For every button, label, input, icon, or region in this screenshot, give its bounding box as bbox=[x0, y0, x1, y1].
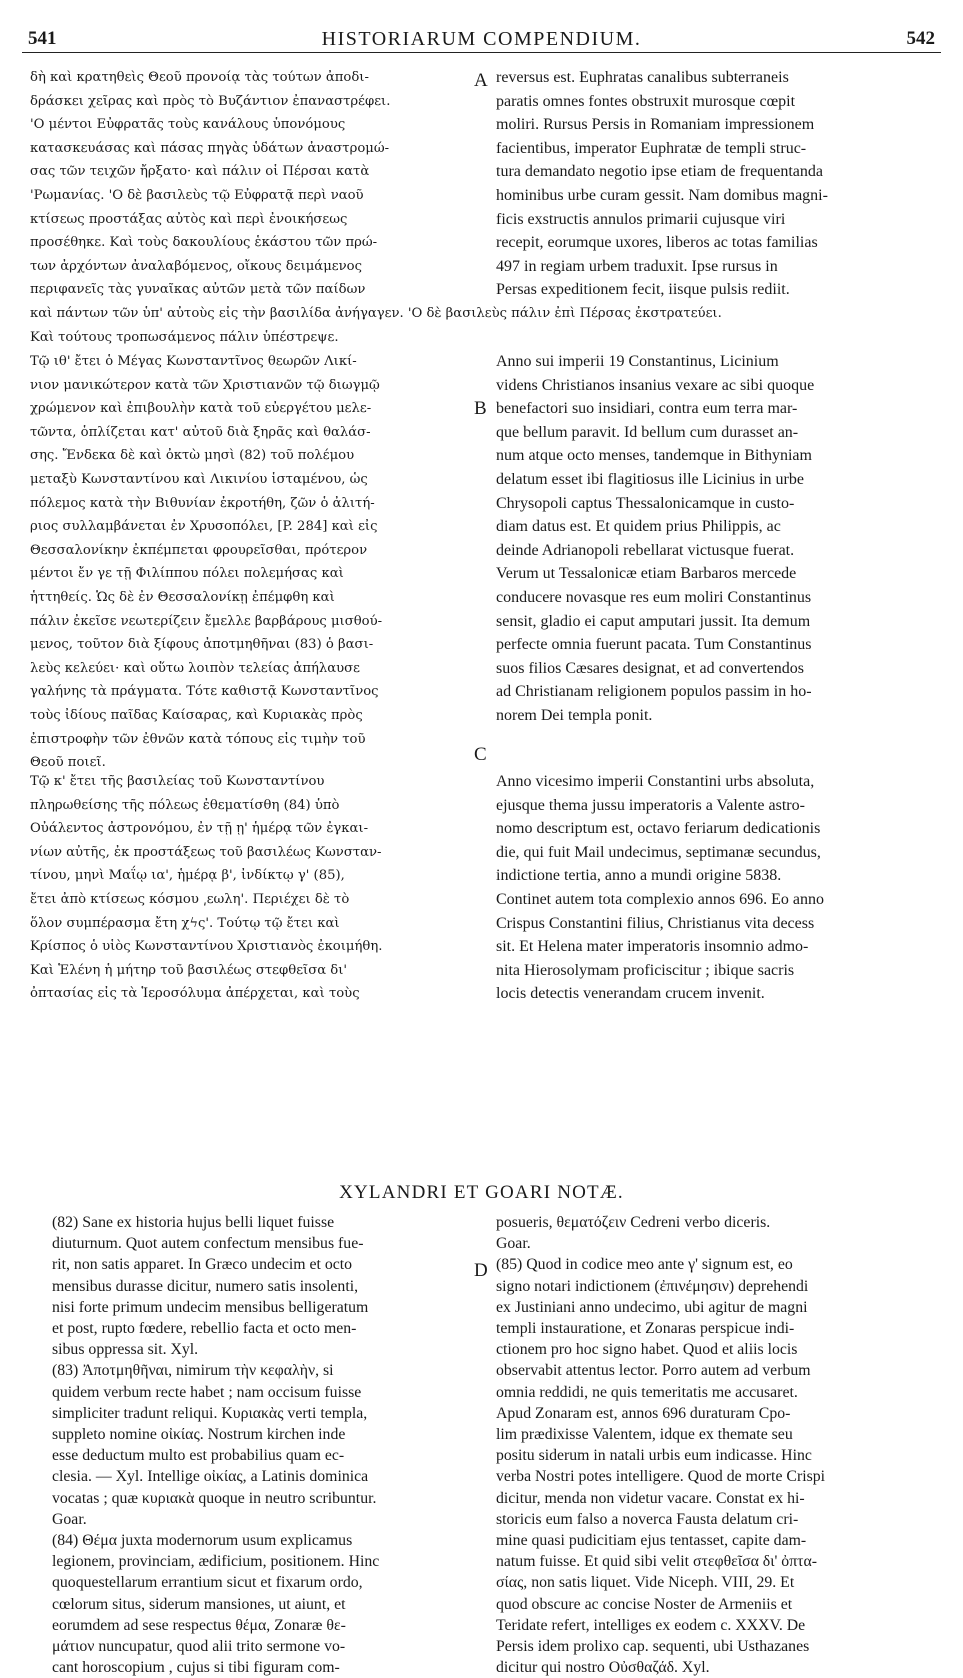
notes-heading: XYLANDRI ET GOARI NOTÆ. bbox=[339, 1182, 624, 1203]
greek-column-section-2 bbox=[30, 350, 468, 775]
greek-paragraph: Τῷ ιθ' ἔτει ὁ Μέγας Κωνσταντῖνος θεωρῶν Λικί- νιον μανικώτερον κατὰ τῶν Χριστιανῶν τῷ διωγμῷ χρώμενον καὶ ἐπιβουλὴν κατὰ τοῦ εὐεργέτου μελε- τῶντα, ὁπλίζεται κατ' αὐτοῦ διὰ ξηρᾶς καὶ θαλάσ- σης. Ἔνδεκα δὲ καὶ ὀκτὼ μησὶ (82) τοῦ πολέμου μεταξὺ Κωνσταντίνου καὶ Λικινίου ἱσταμένου, ὡς πόλεμος κατὰ τὴν Βιθυνίαν ἐκροτήθη, ζῶν ὁ ἀλιτή- ριος συλλαμβάνεται ἐν Χρυσοπόλει, [P. 284] καὶ εἰς Θεσσαλονίκην ἐκπέμπεται φρουρεῖσθαι, πρότερον μέντοι ἔν γε τῇ Φιλίππου πόλει πολεμήσας καὶ ἡττηθείς. Ὡς δὲ ἐν Θεσσαλονίκῃ ἐπέμφθη καὶ πάλιν ἐκεῖσε νεωτερίζειν ἔμελλε βαρβάρους μισθού- μενος, τοῦτον διὰ ξίφους ἀποτμηθῆναι (83) ὁ βασι- λεὺς κελεύει· καὶ οὕτω λοιπὸν τελείας ἀπήλαυσε γαλήνης τὰ πράγματα. Τότε καθιστᾷ Κωνσταντῖνος τοὺς ἰδίους παῖδας Καίσαρας, καὶ Κυριακὰς πρὸς ἐπιστροφὴν τῶν ἐθνῶν κατὰ τόπους εἰς τιμὴν τοῦ Θεοῦ ποιεῖ. bbox=[30, 354, 383, 771]
greek-column-section-3 bbox=[30, 770, 468, 1006]
latin-column-section-1 bbox=[496, 66, 938, 302]
greek-paragraph: Τῷ κ' ἔτει τῆς βασιλείας τοῦ Κωνσταντίνου πληρωθείσης τῆς πόλεως ἐθεματίσθη (84) ὑπὸ Οὐάλεντος ἀστρονόμου, ἐν τῇ ῃ' ἡμέρᾳ τῶν ἐγκαι- νίων αὐτῆς, ἐκ προστάξεως τοῦ βασιλέως Κωνσταν- τίνου, μηνὶ Μαΐῳ ια', ἡμέρᾳ β', ἰνδίκτῳ γ' (85), ἔτει ἀπὸ κτίσεως κόσμου ͵εωλη'. Περιέχει δὲ τὸ ὅλον συμπέρασμα ἔτη χϟς'. Τούτῳ τῷ ἔτει καὶ Κρίσπος ὁ υἱὸς Κωνσταντίνου Χριστιανὸς ἐκοιμήθη. Καὶ Ἑλένη ἡ μήτηρ τοῦ βασιλέως στεφθεῖσα δι' ὀπτασίας εἰς τὰ Ἱεροσόλυμα ἀπέρχεται, καὶ τοὺς bbox=[30, 774, 383, 1002]
margin-marker-d: D bbox=[474, 1260, 488, 1281]
margin-marker-a: A bbox=[474, 70, 488, 91]
margin-marker-c: C bbox=[474, 744, 487, 765]
page-number-left: 541 bbox=[28, 28, 57, 49]
notes-paragraphs: (82) Sane ex historia hujus belli liquet fuisse diuturnum. Quot autem confectum mensibus fue- rit, non satis apparet. In Græco undecim et octo mensibus durasse dicitur, numero satis insolenti, nisi forte primum undecim mensibus belligeratum et post, rupto fœdere, rebellio facta et octo men- sibus oppressa sit. Xyl. (83) Ἀποτμηθῆναι, nimirum τὴν κεφαλὴν, si quidem verbum recte habet ; nam occisum fuisse simpliciter tradunt reliqui. Κυριακὰς verti templa, suppleto nomine οἰκίας. Nostrum kirchen inde esse deductum multo est probabilius quam ec- clesia. — Xyl. Intellige οἰκίας, a Latinis dominica vocatas ; quæ κυριακὰ quoque in neutro scribuntur. Goar. (84) Θέμα juxta modernorum usum explicamus legionem, provinciam, ædificium, positionem. Hinc quoquestellarum errantium sicut et fixarum ordo, cœlorum situs, siderum mansiones, ut aiunt, et eorumdem ad sese respectus θέμα, Zonaræ θε- μάτιον nuncupatur, quod alii trito sermone vo- cant horoscopium , cujus si tibi figuram com- bbox=[52, 1214, 380, 1677]
notes-right-column bbox=[496, 1212, 932, 1678]
margin-marker-b: B bbox=[474, 398, 487, 419]
notes-paragraphs: posueris, θεματόζειν Cedreni verbo diceris. Goar. (85) Quod in codice meo ante γ' signum est, eo signo notari indictionem (ἐπινέμησιν) deprehendi ex Justiniani anno undecimo, ubi agitur de magni templi instauratione, et Zonaras perspicue indi- ctionem pro hoc signo habet. Quod et aliis locis observabit attentus lector. Porro autem ad verbum omnia reddidi, ne quis temeritatis me accusaret. Apud Zonaram est, annos 696 duraturam Cpo- lim prædixisse Valentem, idque ex themate seu positu siderum in natali urbis eum indicasse. Hinc verba Nostri potes intelligere. Quod de morte Crispi dicitur, menda non videtur vacare. Constat ex hi- storicis eum falso a noverca Fausta delatum cri- mine quasi pudicitiam ejus tentasset, capite dam- natum fuisse. Et quid sibi velit στεφθεῖσα δι' ὀπτα- σίας, non satis liquet. Vide Niceph. VIII, 29. Et quod obscure ac concise Noster de Armeniis et Teridate refert, intelliges ex eodem c. XXXV. De Persis idem prolixo cap. sequenti, ubi Usthazanes dicitur qui nostro Οὐσθαζάδ. Xyl. bbox=[496, 1214, 826, 1677]
latin-paragraph: reversus est. Euphratas canalibus subterraneis paratis omnes fontes obstruxit murosque cœpit moliri. Rursus Persis in Romaniam impressionem facientibus, imperator Euphratæ de templi struc- tura demandato negotio ipse etiam de frequentanda hominibus urbe curam gessit. Nam domibus magni- ficis exstructis annulos primarii cujusque viri recepit, eorumque uxores, liberos ac totas familias 497 in regiam urbem traduxit. Ipse rursus in Persas expeditionem fecit, iisque pulsis rediit. bbox=[496, 69, 828, 299]
page-header bbox=[22, 20, 941, 53]
latin-column-section-3 bbox=[496, 770, 938, 1006]
greek-column-section-1 bbox=[30, 66, 468, 302]
notes-left-column bbox=[52, 1212, 470, 1678]
greek-full-width-lines: καὶ πάντων τῶν ὑπ' αὐτοὺς εἰς τὴν βασιλίδα ἀνήγαγεν. 'Ο δὲ βασιλεὺς πάλιν ἐπὶ Πέρσας ἐκστρατεύει. Καὶ τούτους τροπωσάμενος πάλιν ὑπέστρεψε. bbox=[30, 306, 722, 345]
page-number-right: 542 bbox=[906, 28, 935, 49]
latin-column-section-2 bbox=[496, 350, 938, 728]
running-title: HISTORIARUM COMPENDIUM. bbox=[321, 28, 642, 50]
latin-paragraph: Anno vicesimo imperii Constantini urbs absoluta, ejusque thema jussu imperatoris a Valente astro- nomo descriptum est, octavo feriarum dedicationis die, qui fuit Mail undecimus, septimanæ secundus, indictione tertia, anno a mundi origine 5838. Continet autem tota complexio annos 696. Eo anno Crispus Constantini filius, Christianus vita decess sit. Et Helena mater imperatoris insomnio admo- nita Hierosolymam proficiscitur ; ibique sacris locis detectis venerandam crucem invenit. bbox=[496, 773, 824, 1003]
latin-paragraph: Anno sui imperii 19 Constantinus, Licinium videns Christianos insanius vexare ac sibi quoque benefactori suo insidiari, contra eum terra mar- que bellum paravit. Id bellum cum durasset an- num atque octo menses, tandemque in Bithyniam delatum esset ibi flagitiosus ille Licinius in urbe Chrysopoli captus Thessalonicamque in custo- diam datus est. Et quidem prius Philippis, ac deinde Adrianopoli rebellarat victusque fuerat. Verum ut Tessalonicæ etiam Barbaros mercede conducere novasque res eum moliri Constantinus sensit, gladio ei caput amputari jussit. Ita demum perfecte omnia fuerunt pacata. Tum Constantinus suos filios Cæsares designat, et ad convertendos ad Christianam religionem populos passim in ho- norem Dei templa ponit. bbox=[496, 353, 815, 724]
greek-paragraph: δὴ καὶ κρατηθεὶς Θεοῦ προνοίᾳ τὰς τούτων ἀποδι- δράσκει χεῖρας καὶ πρὸς τὸ Βυζάντιον ἐπαναστρέφει. 'Ο μέντοι Εὐφρατᾶς τοὺς κανάλους ὑπονόμους κατασκευάσας καὶ πάσας πηγὰς ὑδάτων ἀναστρομώ- σας τῶν τειχῶν ἤρξατο· καὶ πάλιν οἱ Πέρσαι κατὰ 'Ρωμανίας. 'Ο δὲ βασιλεὺς τῷ Εὐφρατᾷ περὶ ναοῦ κτίσεως προστάξας αὐτὸς καὶ περὶ ἐνοικήσεως προσέθηκε. Καὶ τοὺς δακουλίους ἑκάστου τῶν πρώ- των ἀρχόντων ἀναλαβόμενος, οἴκους δειμάμενος περιφανεῖς τὰς γυναῖκας αὐτῶν μετὰ τῶν παίδων bbox=[30, 70, 391, 298]
